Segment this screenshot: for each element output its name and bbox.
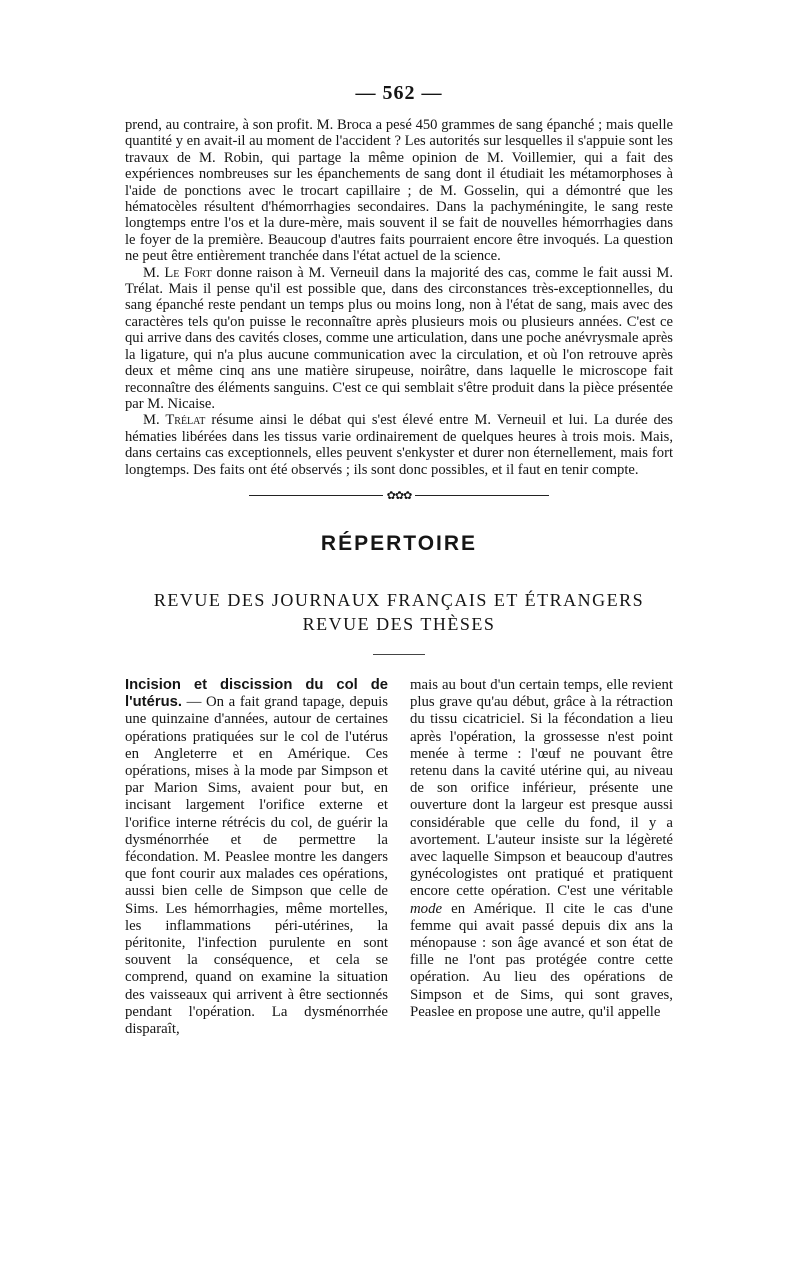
two-column-body (125, 677, 673, 1038)
section-title: RÉPERTOIRE (320, 531, 478, 555)
short-rule (373, 654, 425, 655)
subtitle-theses: REVUE DES THÈSES (302, 613, 496, 634)
paragraph-trelat-text: résume ainsi le débat qui s'est élevé entre M. Verneuil et lui. La durée des hématies libérées dans les tissus varie ordinairement de quelques heures à trois mois. Mais, dans certains cas exceptionnels, elles peuvent s'enkyster et durer non éternellement, mais fort longtemps. Des faits ont été observés ; ils sont donc possibles, et il faut en tenir compte. (125, 412, 673, 478)
subtitle-journals: REVUE DES JOURNAUX FRANÇAIS ET ÉTRANGERS (153, 589, 645, 610)
speaker-le-fort: M. Le Fort (143, 264, 212, 281)
paragraph-le-fort (125, 265, 673, 413)
left-column (125, 677, 388, 1038)
ornament-divider (249, 490, 549, 502)
article-left-paragraph (125, 677, 388, 1038)
article-right-italic: mode (410, 900, 443, 917)
document-page (125, 82, 673, 1038)
paragraph-le-fort-text: donne raison à M. Verneuil dans la majorité des cas, comme le fait aussi M. Trélat. Mais il pense qu'il est possible que, dans des circonstances très-exceptionnelles, du sang épanché reste pendant un temps plus ou moins long, non à l'état de sang, mais avec des caractères tels qu'on puisse le reconnaître après plusieurs mois ou plusieurs années. C'est ce qui arrive dans des cavités closes, comme une articulation, dans une poche anévrysmale après la ligature, qui n'a plus aucune communication avec la circulation, et où l'on retrouve après deux et même cinq ans une matière sirupeuse, noirâtre, dans laquelle le microscope fait reconnaître des éléments sanguins. C'est ce qui semblait s'être produit dans la pièce présentée par M. Nicaise. (125, 264, 673, 412)
article-heading: Incision et discission du col de l'utérus. (125, 676, 388, 711)
page-number: — 562 — (355, 82, 443, 104)
paragraph-trelat (125, 412, 673, 478)
ornament-line-left (249, 495, 383, 496)
article-left-text: — On a fait grand tapage, depuis une quinzaine d'années, autour de certaines opérations pratiquées sur le col de l'utérus en Angleterre et en Amérique. Ces opérations, mises à la mode par Simpson et par Marion Sims, avaient pour but, en incisant largement l'orifice externe et l'orifice interne rétrécis du col, de guérir la dysménorrhée et de permettre la fécondation. M. Peaslee montre les dangers que font courir aux malades ces opérations, aussi bien celle de Simpson que celle de Sims. Les hémorrhagies, même mortelles, les inflammations péri-utérines, la péritonite, l'infection purulente en sont souvent la conséquence, et cela se comprend, quand on examine la situation des vaisseaux qui arrivent à être sectionnés pendant l'opération. La dysménorrhée disparaît, (125, 694, 388, 1037)
right-column (410, 677, 673, 1038)
speaker-trelat: M. Trélat (143, 412, 206, 429)
article-right-text-a: mais au bout d'un certain temps, elle revient plus grave qu'au début, grâce à la rétraction du tissu cicatriciel. Si la fécondation a lieu après l'opération, la grossesse n'est point menée à terme : l'œuf ne pouvant être retenu dans la cavité utérine qui, au niveau de son orifice inférieur, présente une ouverture dont la largeur est presque aussi considérable que celle du fond, il y a avortement. L'auteur insiste sur la légèreté avec laquelle Simpson et beaucoup d'autres gynécologistes ont pratiqué et pratiquent encore cette opération. C'est une véritable (410, 676, 673, 900)
ornament-line-right (415, 495, 549, 496)
ornament-knot: ✿✿✿ (386, 490, 412, 503)
article-right-text-b: en Amérique. Il cite le cas d'une femme qui avait passé depuis dix ans la ménopause : son âge avancé et son état de fille ne l'ont pas protégée contre cette opération. Au lieu des opérations de Simpson et de Sims, qui sont graves, Peaslee en propose une autre, qu'il appelle (410, 900, 673, 1020)
paragraph-broca: prend, au contraire, à son profit. M. Broca a pesé 450 grammes de sang épanché ; mais quelle quantité y en avait-il au moment de l'accident ? Les autorités sur lesquelles il s'appuie sont les travaux de M. Robin, qui partage la même opinion de M. Voillemier, qui a fait des expériences nombreuses sur les épanchements de sang dont il étudiait les métamorphoses à l'aide de ponctions avec le trocart capillaire ; de M. Gosselin, qui a démontré que les hématocèles résultent d'hémorrhagies secondaires. Dans la pachyméningite, le sang reste longtemps entre l'os et la dure-mère, mais souvent il se fait de nouvelles hémorrhagies dans le foyer de la première. Beaucoup d'autres faits pourraient encore être invoqués. La question ne peut être entièrement tranchée dans l'état actuel de la science. (125, 117, 673, 265)
article-right-paragraph (410, 677, 673, 1021)
